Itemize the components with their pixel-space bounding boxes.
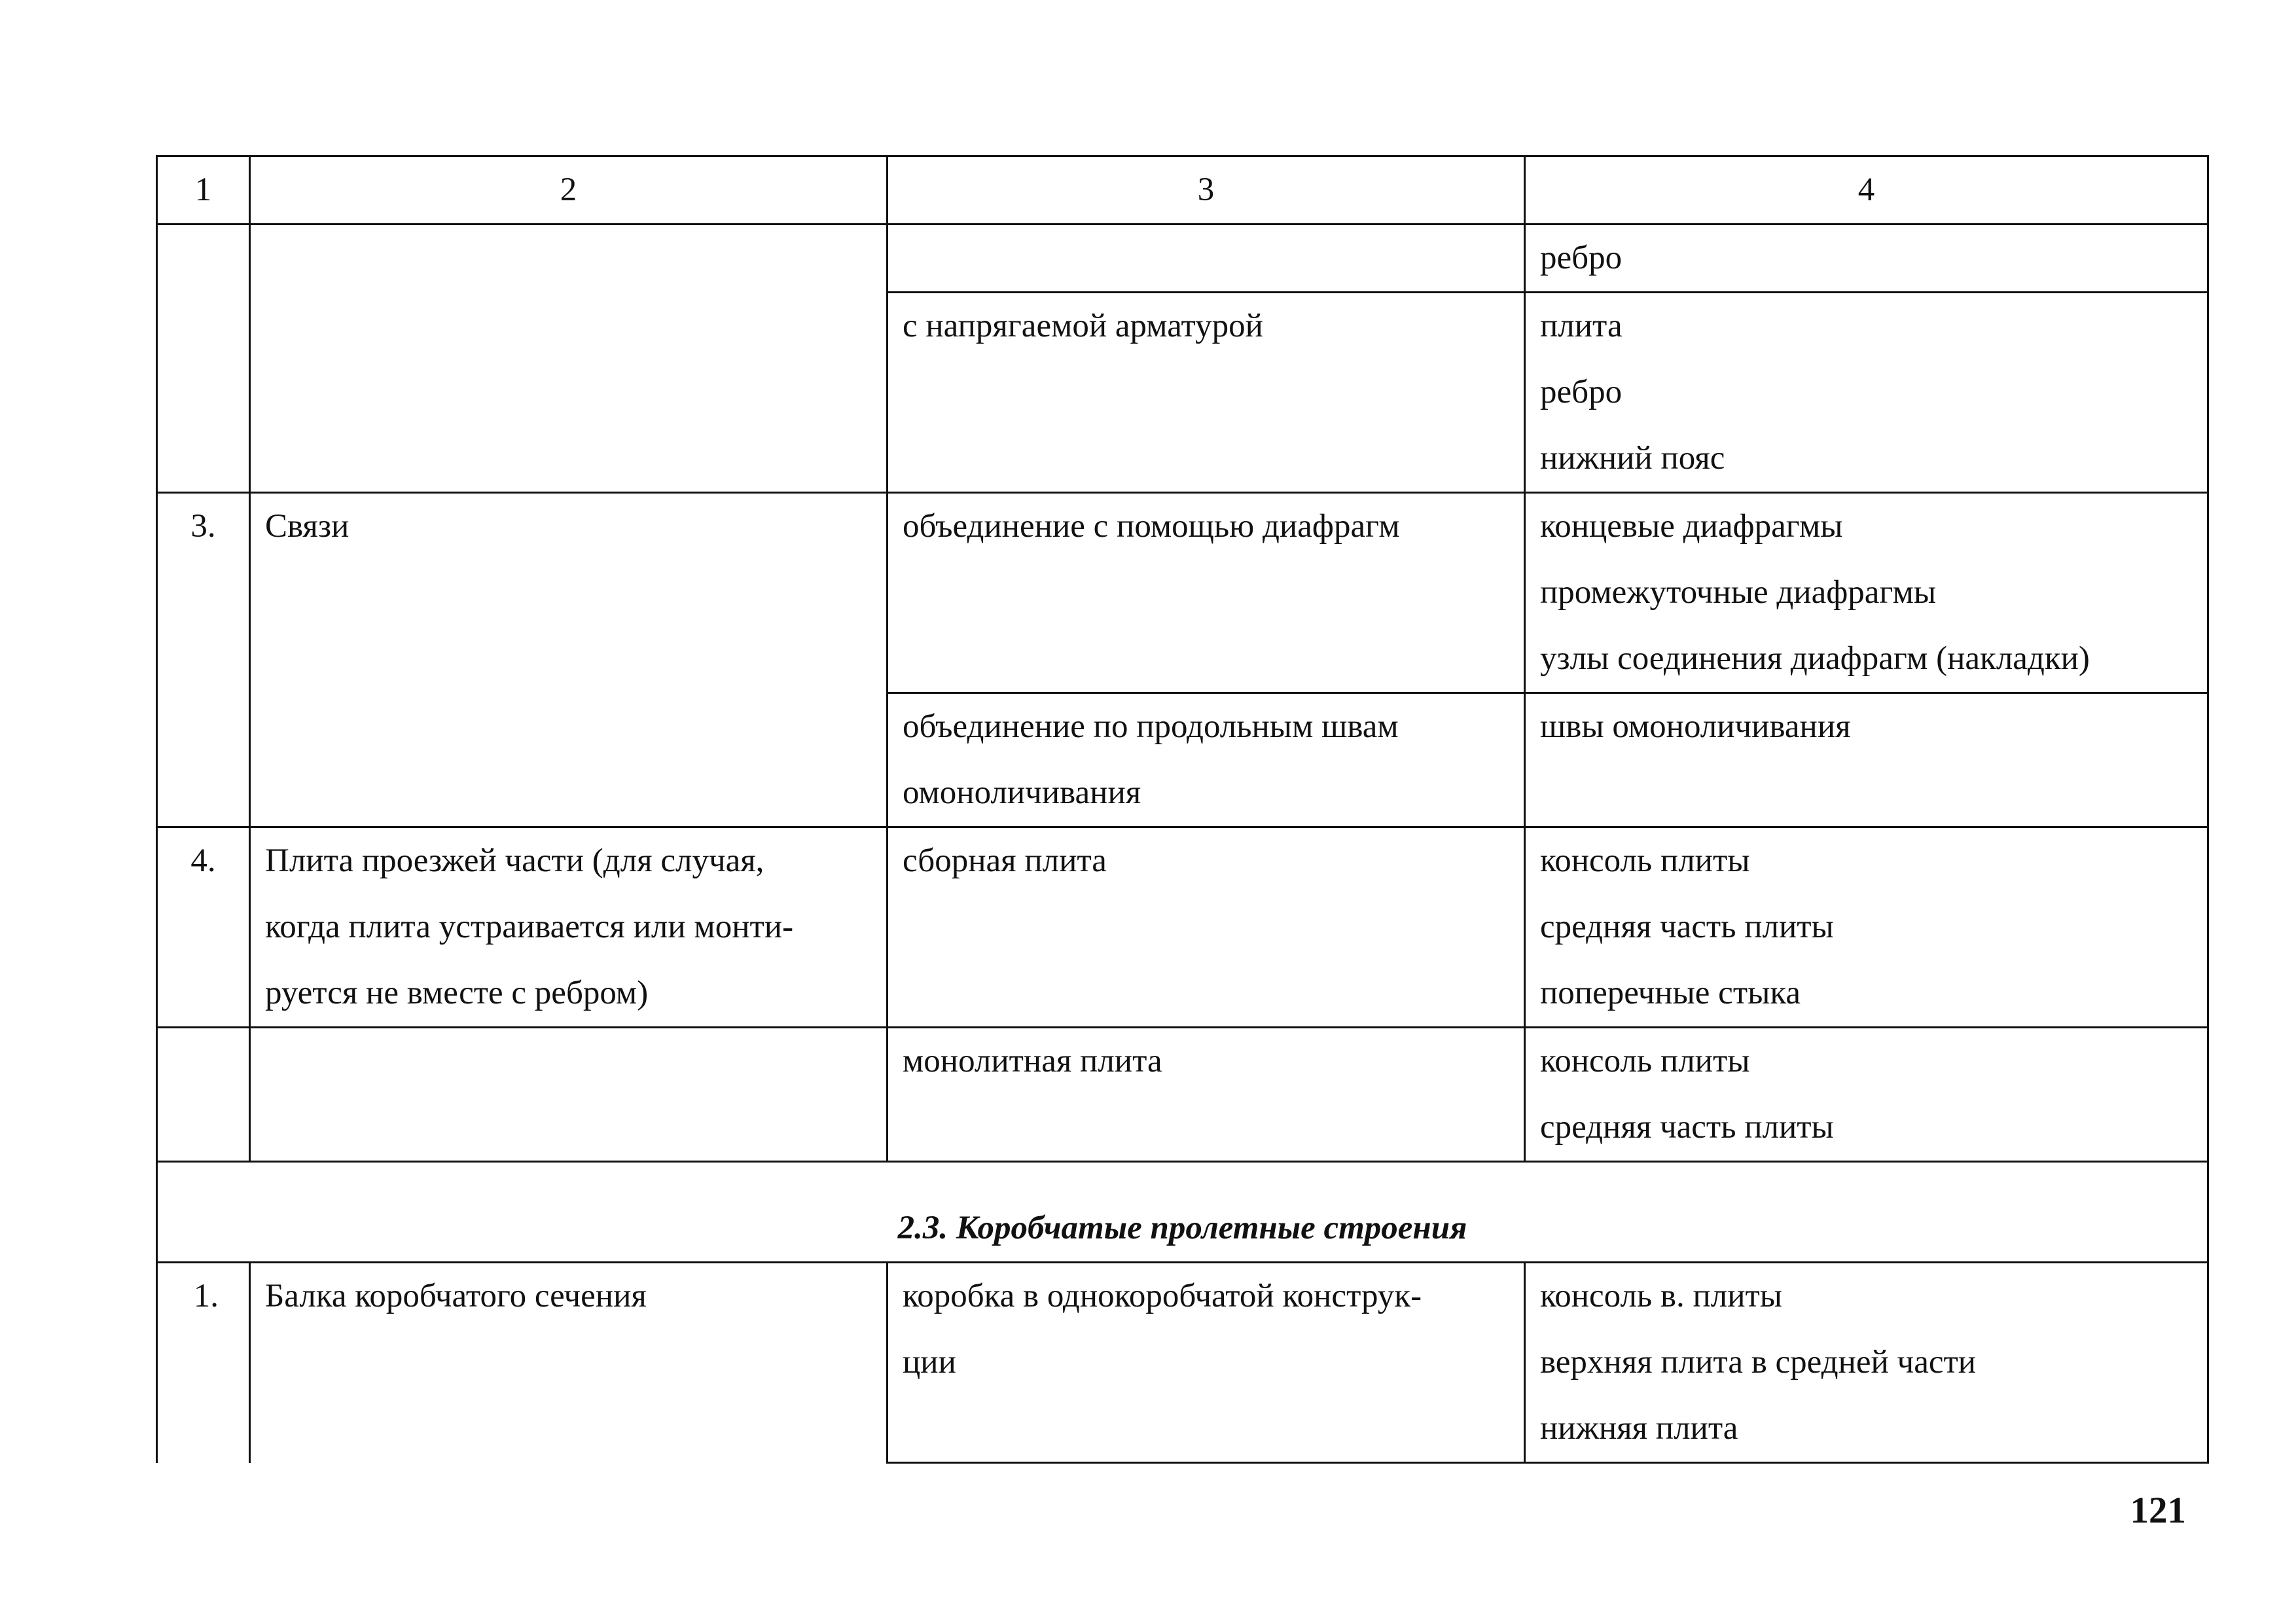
row-number-cell: 3. (157, 493, 250, 827)
cell-line: консоль в. плиты (1540, 1278, 1783, 1314)
row-number-cell (157, 225, 250, 493)
header-cell: 3 (888, 156, 1525, 225)
cell-line: консоль плиты (1540, 1043, 1750, 1079)
row-number-cell: 1. (157, 1263, 250, 1463)
table-row (157, 1028, 2208, 1162)
cell-line: ребро (1540, 240, 1623, 276)
cell-line: средняя часть плиты (1540, 909, 1834, 945)
row-element-cell (250, 827, 888, 1028)
cell-line: Связи (265, 508, 350, 545)
row-type-cell (888, 293, 1525, 493)
header-cell: 4 (1525, 156, 2208, 225)
cell-line: омоноличивания (903, 774, 1141, 811)
table-row (157, 493, 2208, 693)
cell-line: консоль плиты (1540, 842, 1750, 879)
page-number: 121 (2130, 1490, 2186, 1531)
cell-line: средняя часть плиты (1540, 1109, 1834, 1146)
row-type-cell (888, 493, 1525, 693)
row-type-cell (888, 225, 1525, 293)
table-row (157, 225, 2208, 293)
cell-line: промежуточные диафрагмы (1540, 574, 1937, 611)
cell-line: руется не вместе с ребром) (265, 975, 649, 1011)
cell-line: монолитная плита (903, 1043, 1162, 1079)
cell-line: нижняя плита (1540, 1410, 1738, 1447)
row-part-cell (1525, 225, 2208, 293)
cell-line: концевые диафрагмы (1540, 508, 1843, 545)
cell-line: Балка коробчатого сечения (265, 1278, 647, 1314)
row-type-cell (888, 693, 1525, 827)
row-type-cell (888, 827, 1525, 1028)
row-type-cell (888, 1263, 1525, 1463)
cell-line: коробка в однокоробчатой конструк- (903, 1278, 1422, 1314)
cell-line: когда плита устраивается или монти- (265, 909, 794, 945)
cell-line: швы омоноличивания (1540, 708, 1851, 745)
row-part-cell (1525, 293, 2208, 493)
row-part-cell (1525, 1028, 2208, 1162)
document-table (156, 155, 2209, 1464)
row-element-cell (250, 1028, 888, 1162)
row-type-cell (888, 1028, 1525, 1162)
cell-line: ции (903, 1344, 956, 1380)
cell-line: верхняя плита в средней части (1540, 1344, 1977, 1380)
cell-line: нижний пояс (1540, 440, 1725, 477)
cell-line: плита (1540, 308, 1623, 344)
row-part-cell (1525, 1263, 2208, 1463)
cell-line: Плита проезжей части (для случая, (265, 842, 764, 879)
row-element-cell (250, 493, 888, 827)
table-row (157, 1263, 2208, 1463)
cell-line: ребро (1540, 374, 1623, 410)
row-element-cell (250, 1263, 888, 1463)
section-title: 2.3. Коробчатые пролетные строения (157, 1162, 2208, 1263)
row-element-cell (250, 225, 888, 493)
header-cell: 1 (157, 156, 250, 225)
row-part-cell (1525, 493, 2208, 693)
cell-line: сборная плита (903, 842, 1107, 879)
row-number-cell: 4. (157, 827, 250, 1028)
row-part-cell (1525, 827, 2208, 1028)
cell-line: с напрягаемой арматурой (903, 308, 1263, 344)
table-row (157, 827, 2208, 1028)
section-header-row (157, 1162, 2208, 1263)
row-number-cell (157, 1028, 250, 1162)
cell-line: объединение с помощью диафрагм (903, 508, 1400, 545)
row-part-cell (1525, 693, 2208, 827)
header-cell: 2 (250, 156, 888, 225)
cell-line: поперечные стыка (1540, 975, 1801, 1011)
cell-line: узлы соединения диафрагм (накладки) (1540, 640, 2090, 677)
table-header-row (157, 156, 2208, 225)
cell-line: объединение по продольным швам (903, 708, 1399, 745)
